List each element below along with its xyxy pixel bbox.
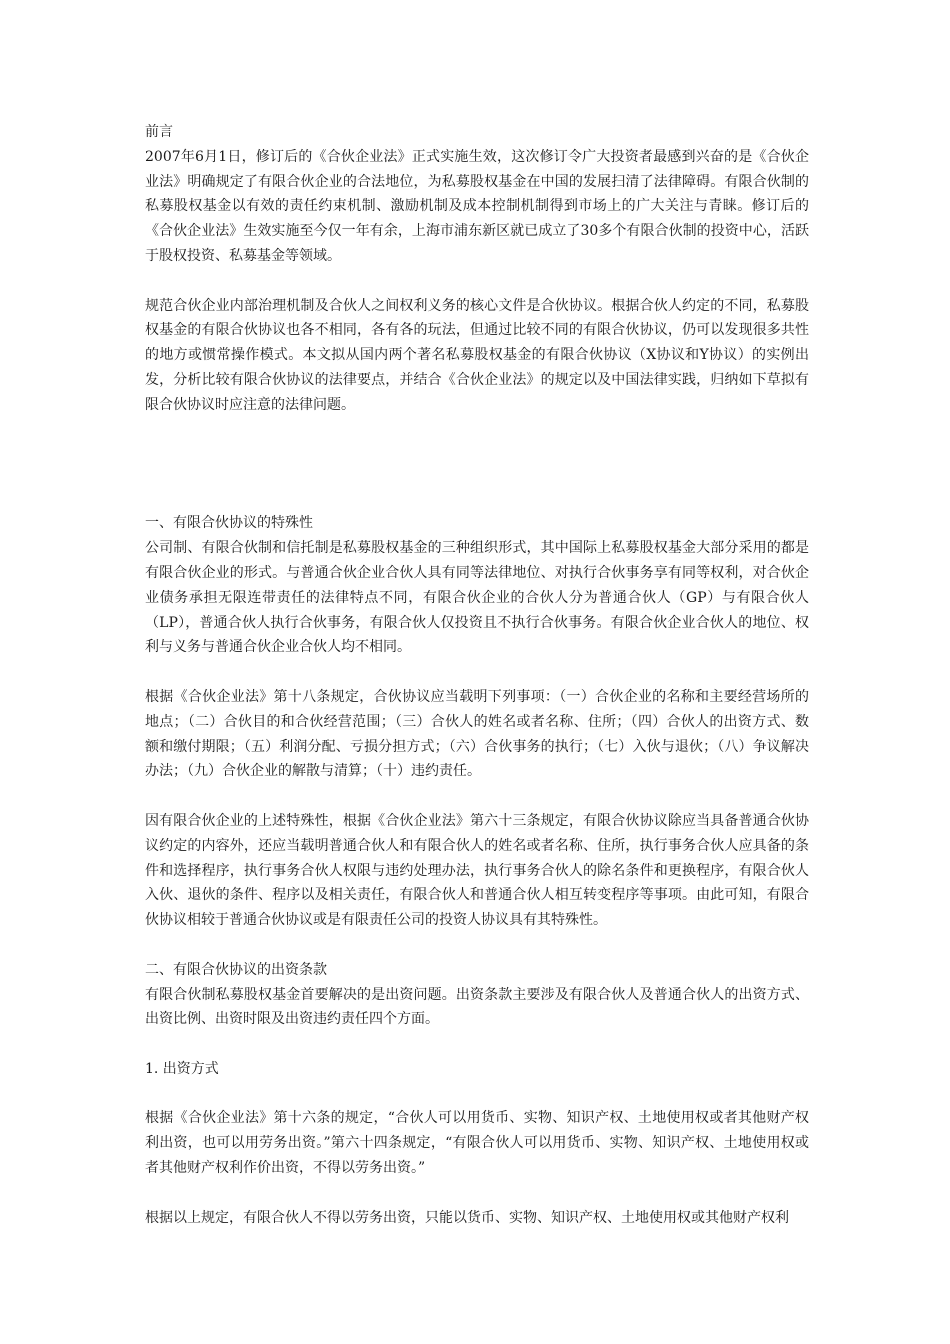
section-1-paragraph-1: 公司制、有限合伙制和信托制是私募股权基金的三种组织形式，其中国际上私募股权基金大部分采用的都是有限合伙企业的形式。与普通合伙企业合伙人具有同等法律地位、对执行合伙事务享有同等权利，对合伙企业债务承担无限连带责任的法律特点不同，有限合伙企业的合伙人分为普通合伙人（GP）与有限合伙人（LP），普通合伙人执行合伙事务，有限合伙人仅投资且不执行合伙事务。有限合伙企业合伙人的地位、权利与义务与普通合伙企业合伙人均不相同。	[145, 540, 809, 656]
preface-heading: 前言	[145, 124, 173, 140]
paragraph-spacer	[145, 784, 809, 809]
section-spacer	[145, 418, 809, 487]
section-1-paragraph-3: 因有限合伙企业的上述特殊性，根据《合伙企业法》第六十三条规定，有限合伙协议除应当具备普通合伙协议约定的内容外，还应当载明普通合伙人和有限合伙人的姓名或者名称、住所，执行事务合伙人应具备的条件和选择程序，执行事务合伙人权限与违约处理办法，执行事务合伙人的除名条件和更换程序，有限合伙人入伙、退伙的条件、程序以及相关责任，有限合伙人和普通合伙人相互转变程序等事项。由此可知，有限合伙协议相较于普通合伙协议或是有限责任公司的投资人协议具有其特殊性。	[145, 812, 809, 929]
preface-paragraph-2: 规范合伙企业内部治理机制及合伙人之间权利义务的核心文件是合伙协议。根据合伙人约定的不同，私募股权基金的有限合伙协议也各不相同，各有各的玩法，但通过比较不同的有限合伙协议，仍可以发现很多共性的地方或惯常操作模式。本文拟从国内两个著名私募股权基金的有限合伙协议（X协议和Y协议）的实例出发，分析比较有限合伙协议的法律要点，并结合《合伙企业法》的规定以及中国法律实践，归纳如下草拟有限合伙协议时应注意的法律问题。	[145, 297, 809, 413]
paragraph-spacer	[145, 487, 809, 512]
preface-paragraph-1: 2007年6月1日，修订后的《合伙企业法》正式实施生效，这次修订令广大投资者最感到兴奋的是《合伙企业法》明确规定了有限合伙企业的合法地位，为私募股权基金在中国的发展扫清了法律障碍。有限合伙制的私募股权基金以有效的责任约束机制、激励机制及成本控制机制得到市场上的广大关注与青睐。修订后的《合伙企业法》生效实施至今仅一年有余，上海市浦东新区就已成立了30多个有限合伙制的投资中心，活跃于股权投资、私募基金等领域。	[145, 148, 809, 264]
paragraph-spacer	[145, 1082, 809, 1107]
subsection-1-heading: 1. 出资方式	[145, 1060, 219, 1077]
section-2-heading: 二、有限合伙协议的出资条款	[145, 961, 327, 978]
paragraph-spacer	[145, 1032, 809, 1057]
paragraph-spacer	[145, 1181, 809, 1206]
subsection-1-paragraph-2: 根据以上规定，有限合伙人不得以劳务出资，只能以货币、实物、知识产权、土地使用权或其他财产权利	[145, 1209, 789, 1226]
paragraph-spacer	[145, 269, 809, 294]
section-2-paragraph-1: 有限合伙制私募股权基金首要解决的是出资问题。出资条款主要涉及有限合伙人及普通合伙人的出资方式、出资比例、出资时限及出资违约责任四个方面。	[145, 986, 809, 1028]
section-1-heading: 一、有限合伙协议的特殊性	[145, 515, 313, 532]
subsection-1-paragraph-1: 根据《合伙企业法》第十六条的规定，“合伙人可以用货币、实物、知识产权、土地使用权或者其他财产权利出资，也可以用劳务出资。”第六十四条规定，“有限合伙人可以用货币、实物、知识产权、土地使用权或者其他财产权利作价出资，不得以劳务出资。”	[145, 1110, 809, 1177]
paragraph-spacer	[145, 660, 809, 685]
paragraph-spacer	[145, 933, 809, 958]
section-1-paragraph-2: 根据《合伙企业法》第十八条规定，合伙协议应当载明下列事项：（一）合伙企业的名称和主要经营场所的地点；（二）合伙目的和合伙经营范围；（三）合伙人的姓名或者名称、住所；（四）合伙人的出资方式、数额和缴付期限；（五）利润分配、亏损分担方式；（六）合伙事务的执行；（七）入伙与退伙；（八）争议解决办法；（九）合伙企业的解散与清算；（十）违约责任。	[145, 688, 809, 780]
document-page	[145, 120, 809, 1230]
